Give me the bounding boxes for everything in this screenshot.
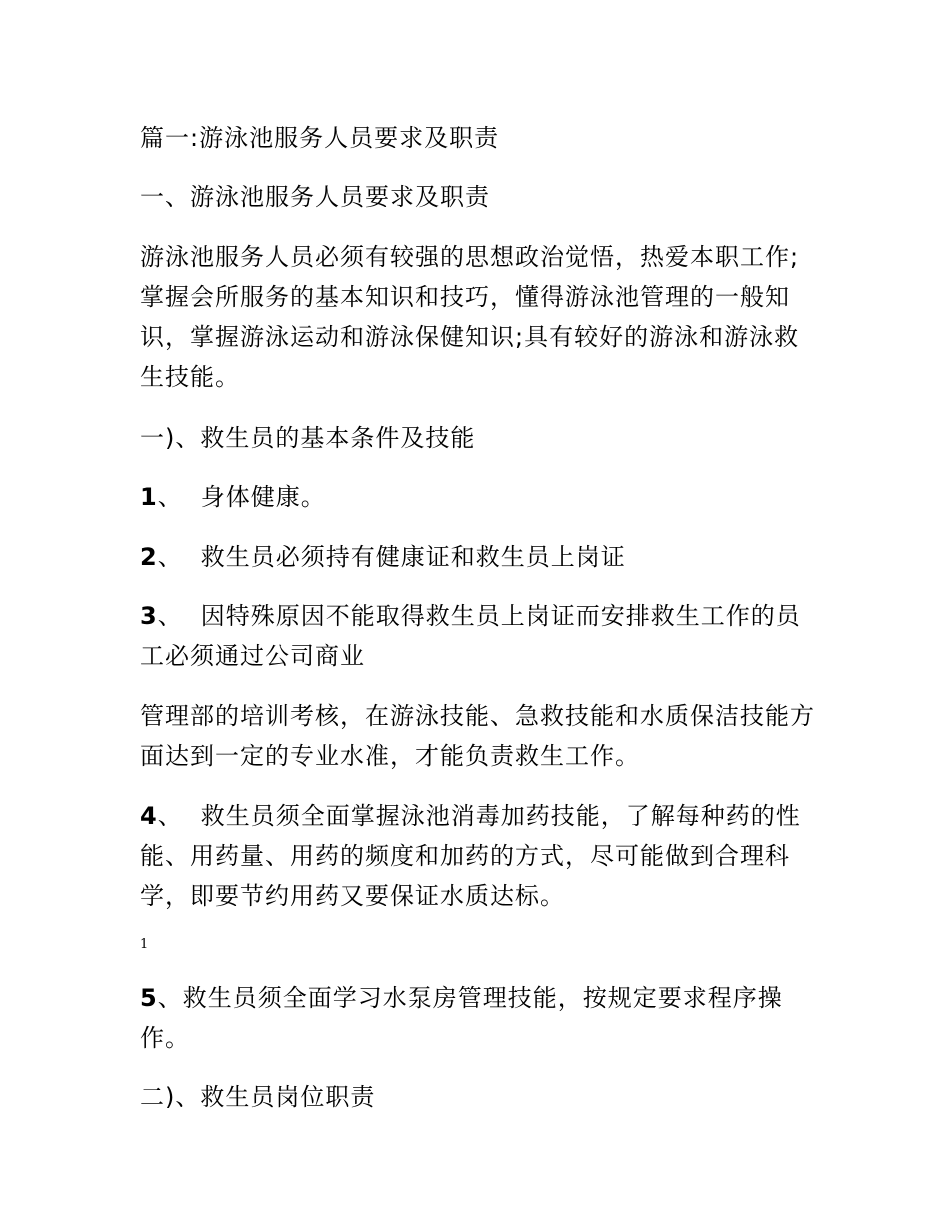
section-heading-basic-conditions: 一)、救生员的基本条件及技能 [140, 424, 476, 452]
item-mark: 、 [157, 602, 183, 630]
item-mark: 、 [157, 543, 183, 571]
page-number: 1 [140, 937, 149, 952]
item-text: 救生员须全面掌握泳池消毒加药技能，了解每种药的性能、用药量、用药的频度和加药的方式，尽可能做到合理科学，即要节约用药又要保证水质达标。 [140, 802, 801, 910]
item-number: 5 [140, 984, 158, 1012]
intro-paragraph: 游泳池服务人员必须有较强的思想政治觉悟，热爱本职工作;掌握会所服务的基本知识和技巧，懂得游泳池管理的一般知识，掌握游泳运动和游泳保健知识;具有较好的游泳和游泳救生技能。 [140, 243, 800, 391]
list-item [140, 978, 820, 1058]
item-mark: 、 [157, 483, 183, 511]
list-item [140, 537, 820, 577]
item-number: 4 [140, 802, 158, 830]
item-mark: 、 [157, 802, 183, 830]
item-text: 因特殊原因不能取得救生员上岗证而安排救生工作的员工必须通过公司商业 [140, 602, 801, 670]
item-text: 身体健康。 [200, 483, 326, 511]
document-title: 篇一:游泳池服务人员要求及职责 [140, 124, 500, 152]
list-item [140, 477, 820, 517]
list-item [140, 596, 820, 676]
item-text: 救生员须全面学习水泵房管理技能，按规定要求程序操作。 [140, 984, 783, 1052]
item-text: 救生员必须持有健康证和救生员上岗证 [200, 543, 626, 571]
item-number: 2 [140, 543, 158, 571]
section-heading-duties: 二)、救生员岗位职责 [140, 1083, 376, 1111]
item-number: 3 [140, 602, 158, 630]
item-mark: 、 [157, 984, 183, 1012]
item-3-continuation: 管理部的培训考核，在游泳技能、急救技能和水质保洁技能方面达到一定的专业水准，才能负责救生工作。 [140, 702, 815, 770]
heading-requirements: 一、游泳池服务人员要求及职责 [140, 183, 490, 211]
list-item [140, 796, 820, 916]
item-number: 1 [140, 483, 158, 511]
